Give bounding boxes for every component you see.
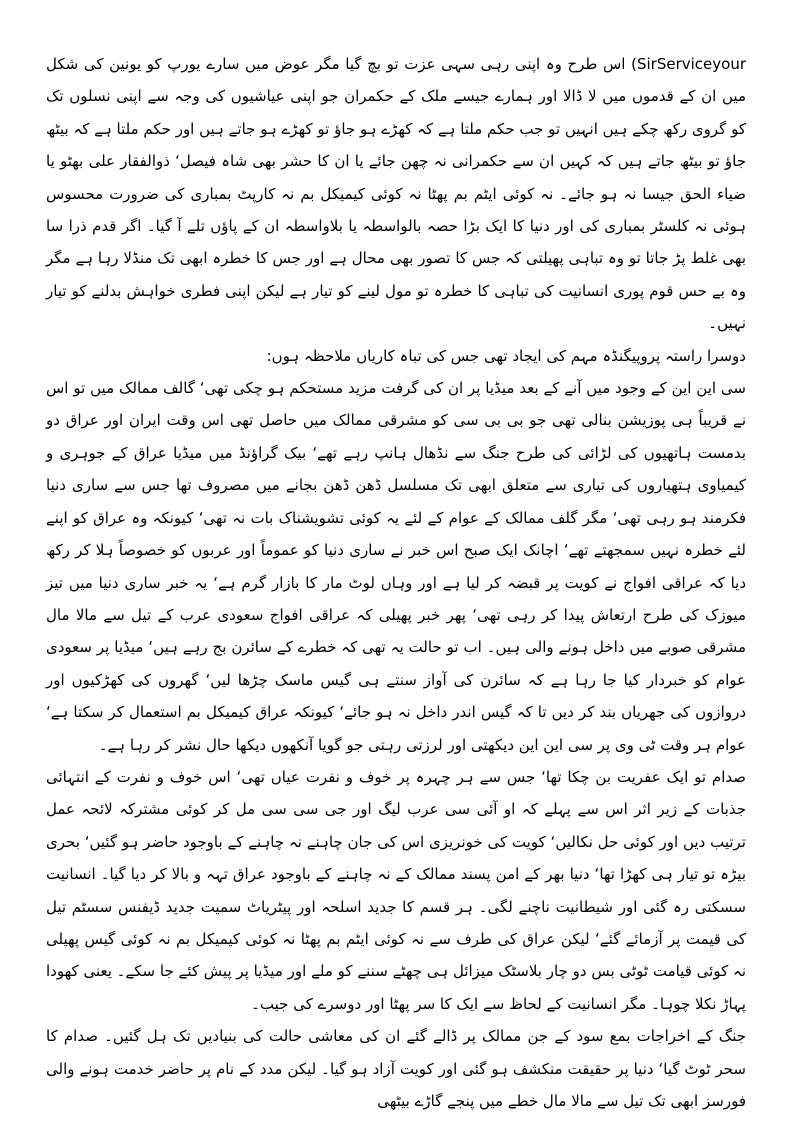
paragraph-3: صدام تو ایک عفریت بن چکا تھا‘ جس سے ہر چہرہ پر خوف و نفرت عیاں تھی‘ اس خوف و نفرت کے انتہائی جذبات کے زیر اثر اس سے پہلے کہ او آئی سی عرب لیگ اور جی سی سی مل کر کوئی مشترکہ لائحہ عمل ترتیب دیں اور کوئی حل نکالیں‘ کویت کی خونریزی اس کی جان چاہنے نہ چاہنے کے باوجود حاضر ہو گئیں‘ بحری بیڑہ تو تیار ہی کھڑا تھا‘ دنیا بھر کے امن پسند ممالک کے نہ چاہنے کے باوجود عراق تہہ و بالا کر دیا گیا۔ انسانیت سسکتی رہ گئی اور شیطانیت ناچنے لگی۔ ہر قسم کا جدید اسلحہ اور پیٹریاٹ سمیت جدید ڈیفنس سسٹم تیل کی قیمت پر آزمائے گئے‘ لیکن عراق کی طرف سے نہ کوئی ایٹم بم پھٹا نہ کوئی کیمیکل بم نہ کوئی گیس پھیلی نہ کوئی قیامت ٹوٹی بس دو چار بلاسٹک میزائل ہی چھٹے سننے کو ملے اور میڈیا پر پیش کئے جا سکے۔ یعنی کھودا پہاڑ نکلا چوہا۔ مگر انسانیت کے لحاظ سے ایک کا سر پھٹا اور دوسرے کی جیب۔ [46, 767, 746, 1013]
paragraph-1: SirServiceyour) اس طرح وہ اپنی رہی سہی عزت تو بچ گیا مگر عوض میں سارے یورپ کو یونین کی شکل میں ان کے قدموں میں لا ڈالا اور ہمارے جیسے ملک کے حکمران جو اپنی عیاشیوں کی وجہ سے اپنی نسلوں تک کو گروی رکھ چکے ہیں انہیں تو جب حکم ملتا ہے کہ کھڑے ہو جاؤ تو کھڑے ہو جاتے ہیں اور حکم ملتا ہے کہ بیٹھ جاؤ تو بیٹھ جاتے ہیں کہ کہیں ان سے حکمرانی نہ چھن جائے یا ان کا حشر بھی شاہ فیصل‘ ذوالفقار علی بھٹو یا ضیاء الحق جیسا نہ ہو جائے۔ نہ کوئی ایٹم بم پھٹا نہ کوئی کیمیکل بم نہ کارپٹ بمباری کی ضرورت محسوس ہوئی نہ کلسٹر بمباری کی اور دنیا کا ایک بڑا حصہ بالواسطہ یا بلاواسطہ ان کے پاؤں تلے آ گیا۔ اگر قدم ذرا سا بھی غلط پڑ جاتا تو وہ تباہی پھیلتی کہ جس کا تصور بھی محال ہے اور جس کا خطرہ ابھی تک منڈلا رہا ہے مگر وہ بے حس قوم پوری انسانیت کی تباہی کا خطرہ تو مول لینے کو تیار ہے لیکن اپنی فطری خواہش بدلنے کو تیار نہیں۔ [46, 55, 746, 333]
body-text [46, 48, 746, 1117]
paragraph-2: سی این این کے وجود میں آنے کے بعد میڈیا پر ان کی گرفت مزید مستحکم ہو چکی تھی‘ گالف ممالک میں تو اس نے قریباً ہی پوزیشن بنالی تھی جو بی بی سی کو مشرقی ممالک میں حاصل تھی اس وقت ایران اور عراق دو بدمست ہاتھیوں کی لڑائی کی طرح جنگ سے نڈھال ہانپ رہے تھے‘ بیک گراؤنڈ میں میڈیا عراق کے جوہری و کیمیاوی ہتھیاروں کی تیاری سے متعلق ابھی تک مسلسل ڈھن ڈھن بجانے میں مصروف تھا جس سے ساری دنیا فکرمند ہو رہی تھی‘ مگر گلف ممالک کے عوام کے لئے یہ کوئی تشویشناک بات نہ تھی‘ کیونکہ وہ عراق کو اپنے لئے خطرہ نہیں سمجھتے تھے‘ اچانک ایک صبح اس خبر نے ساری دنیا کو عموماً اور عربوں کو خصوصاً ہلا کر رکھ دیا کہ عراقی افواج نے کویت پر قبضہ کر لیا ہے اور وہاں لوٹ مار کا بازار گرم ہے‘ یہ خبر ساری دنیا میں تیز میوزک کی طرح ارتعاش پیدا کر رہی تھی‘ پھر خبر پھیلی کہ عراقی افواج سعودی عرب کے تیل سے مالا مال مشرقی صوبے میں داخل ہونے والی ہیں۔ اب تو حالت یہ تھی کہ خطرے کے سائرن بج رہے ہیں‘ میڈیا پر سعودی عوام کو خبردار کیا جا رہا ہے کہ سائرن کی آواز سنتے ہی گیس ماسک چڑھا لیں‘ گھروں کی کھڑکیوں اور دروازوں کی جھریاں بند کر دیں تا کہ گیس اندر داخل نہ ہو جائے‘ کیونکہ عراق کیمیکل بم استعمال کر سکتا ہے‘ عوام ہر وقت ٹی وی پر سی این این دیکھتی اور لرزتی رہتی جو گویا آنکھوں دیکھا حال نشر کر رہا ہے۔ [46, 379, 746, 754]
paragraph-4: جنگ کے اخراجات بمع سود کے جن ممالک پر ڈالے گئے ان کی معاشی حالت کی بنیادیں تک ہل گئیں۔ صدام کا سحر ٹوٹ گیا‘ دنیا پر حقیقت منکشف ہو گئی اور کویت آزاد ہو گیا۔ لیکن مدد کے نام پر حاضر خدمت ہونے والی فورسز ابھی تک تیل سے مالا مال خطے میں پنجے گاڑے بیٹھی [46, 1027, 746, 1110]
section-heading: دوسرا راستہ پروپیگنڈہ مہم کی ایجاد تھی جس کی تباہ کاریاں ملاحظہ ہوں: [266, 346, 746, 365]
